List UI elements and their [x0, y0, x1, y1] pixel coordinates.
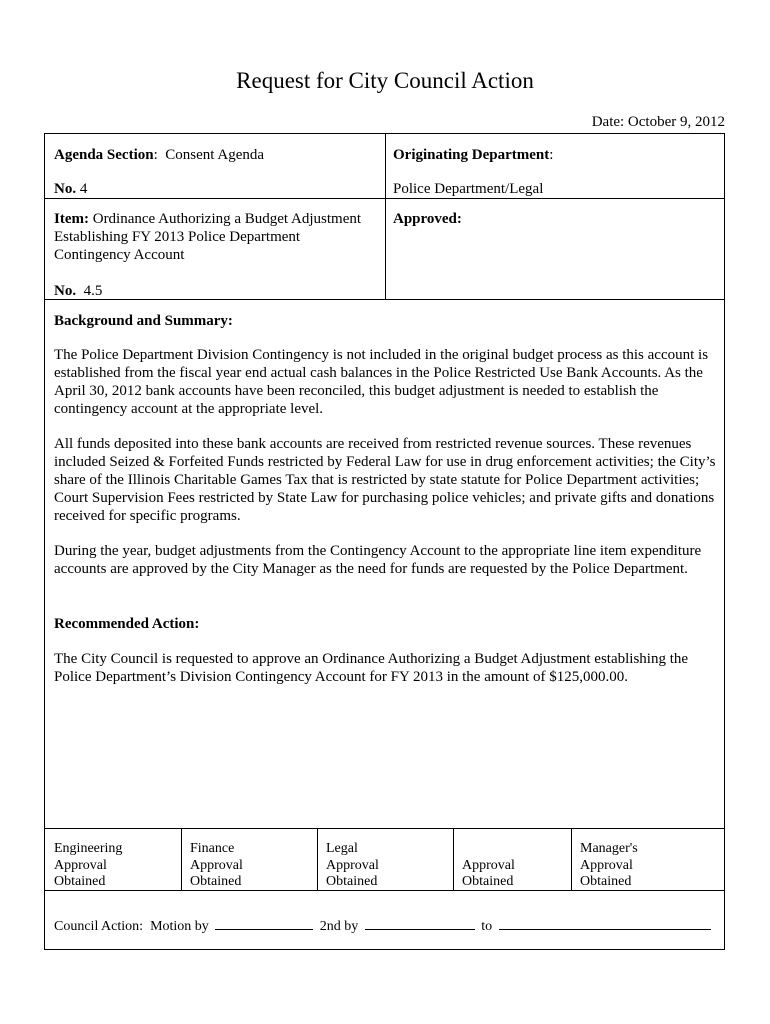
approved-label: Approved: [393, 211, 462, 227]
approval-line: Manager's [580, 841, 638, 856]
divider [45, 299, 724, 300]
originating-department-value: Police Department/Legal [393, 181, 544, 197]
second-by-label: 2nd by [319, 919, 359, 934]
item-line: Contingency Account [54, 247, 185, 263]
approval-line: Obtained [462, 874, 514, 889]
divider [317, 828, 318, 890]
motion-by-blank[interactable] [215, 917, 313, 930]
page-title: Request for City Council Action [236, 68, 534, 93]
approval-legal [326, 841, 379, 891]
request-form [44, 133, 725, 950]
approval-line: Approval [580, 857, 633, 873]
agenda-number-value: 4 [79, 181, 88, 197]
approval-line [462, 841, 515, 858]
approval-line: Obtained [54, 874, 106, 889]
recommended-text: The City Council is requested to approve an Ordinance Authorizing a Budget Adjustment establishing the Police Department’s Division Contingency Account for FY 2013 in the amount of $125,000.00. [54, 651, 689, 685]
originating-department: Originating Department: [393, 147, 554, 163]
agenda-section-label: Agenda Section [54, 147, 154, 163]
agenda-number-label: No. [54, 181, 77, 197]
item-number [54, 282, 102, 300]
recommended-heading: Recommended Action: [54, 616, 200, 632]
background-paragraph-1: The Police Department Division Contingency is not included in the original budget process as this account is established from the fiscal year end actual cash balances in the Police Restricted Use Bank Accounts. As the April 30, 2012 bank accounts have been reconciled, this budget adjustment is needed to establish the contingency account at the appropriate level. [54, 347, 709, 417]
approval-engineering [54, 841, 122, 891]
item-number-label: No. [54, 283, 77, 299]
approval-manager [580, 841, 638, 891]
item-line: Ordinance Authorizing a Budget Adjustment [92, 211, 362, 227]
background-heading: Background and Summary: [54, 313, 233, 329]
background-paragraph-2: All funds deposited into these bank accounts are received from restricted revenue sources. These revenues included Seized & Forfeited Funds restricted by Federal Law for use in drug enforcement activities; the City’s share of the Illinois Charitable Games Tax that is restricted by state statute for Police Department activities; Court Supervision Fees restricted by State Law for purchasing police vehicles; and private gifts and donations received for specific programs. [54, 436, 716, 524]
to-label: to [481, 919, 493, 934]
approval-line: Obtained [190, 874, 242, 889]
agenda-section-value: Consent Agenda [165, 147, 265, 163]
divider [453, 828, 454, 890]
approval-line: Finance [190, 841, 235, 856]
divider [385, 134, 386, 299]
approval-line: Legal [326, 841, 358, 856]
background-paragraph-3: During the year, budget adjustments from the Contingency Account to the appropriate line item expenditure accounts are approved by the City Manager as the need for funds are requested by the Police Department. [54, 543, 702, 577]
divider [571, 828, 572, 890]
to-blank[interactable] [499, 917, 711, 930]
approval-line: Approval [54, 857, 107, 873]
approval-blank-department [462, 841, 515, 891]
item-number-value: 4.5 [83, 283, 103, 299]
divider [181, 828, 182, 890]
motion-by-label: Motion by [150, 919, 209, 934]
council-action-label: Council Action: [54, 919, 144, 934]
agenda-number [54, 180, 87, 198]
originating-department-label: Originating Department [393, 147, 550, 163]
approval-line: Approval [462, 857, 515, 873]
item-line: Establishing FY 2013 Police Department [54, 229, 301, 245]
divider [45, 828, 724, 829]
approval-line: Approval [190, 857, 243, 873]
council-action [54, 917, 714, 935]
date-label: Date: October 9, 2012 [591, 114, 725, 130]
approval-line: Approval [326, 857, 379, 873]
agenda-section: Agenda Section: Consent Agenda [54, 147, 265, 163]
approval-line: Engineering [54, 841, 123, 856]
item-label: Item: [54, 211, 89, 227]
approval-finance [190, 841, 243, 891]
approval-line: Obtained [326, 874, 378, 889]
item-block [54, 210, 384, 264]
approval-line: Obtained [580, 874, 632, 889]
second-by-blank[interactable] [365, 917, 475, 930]
